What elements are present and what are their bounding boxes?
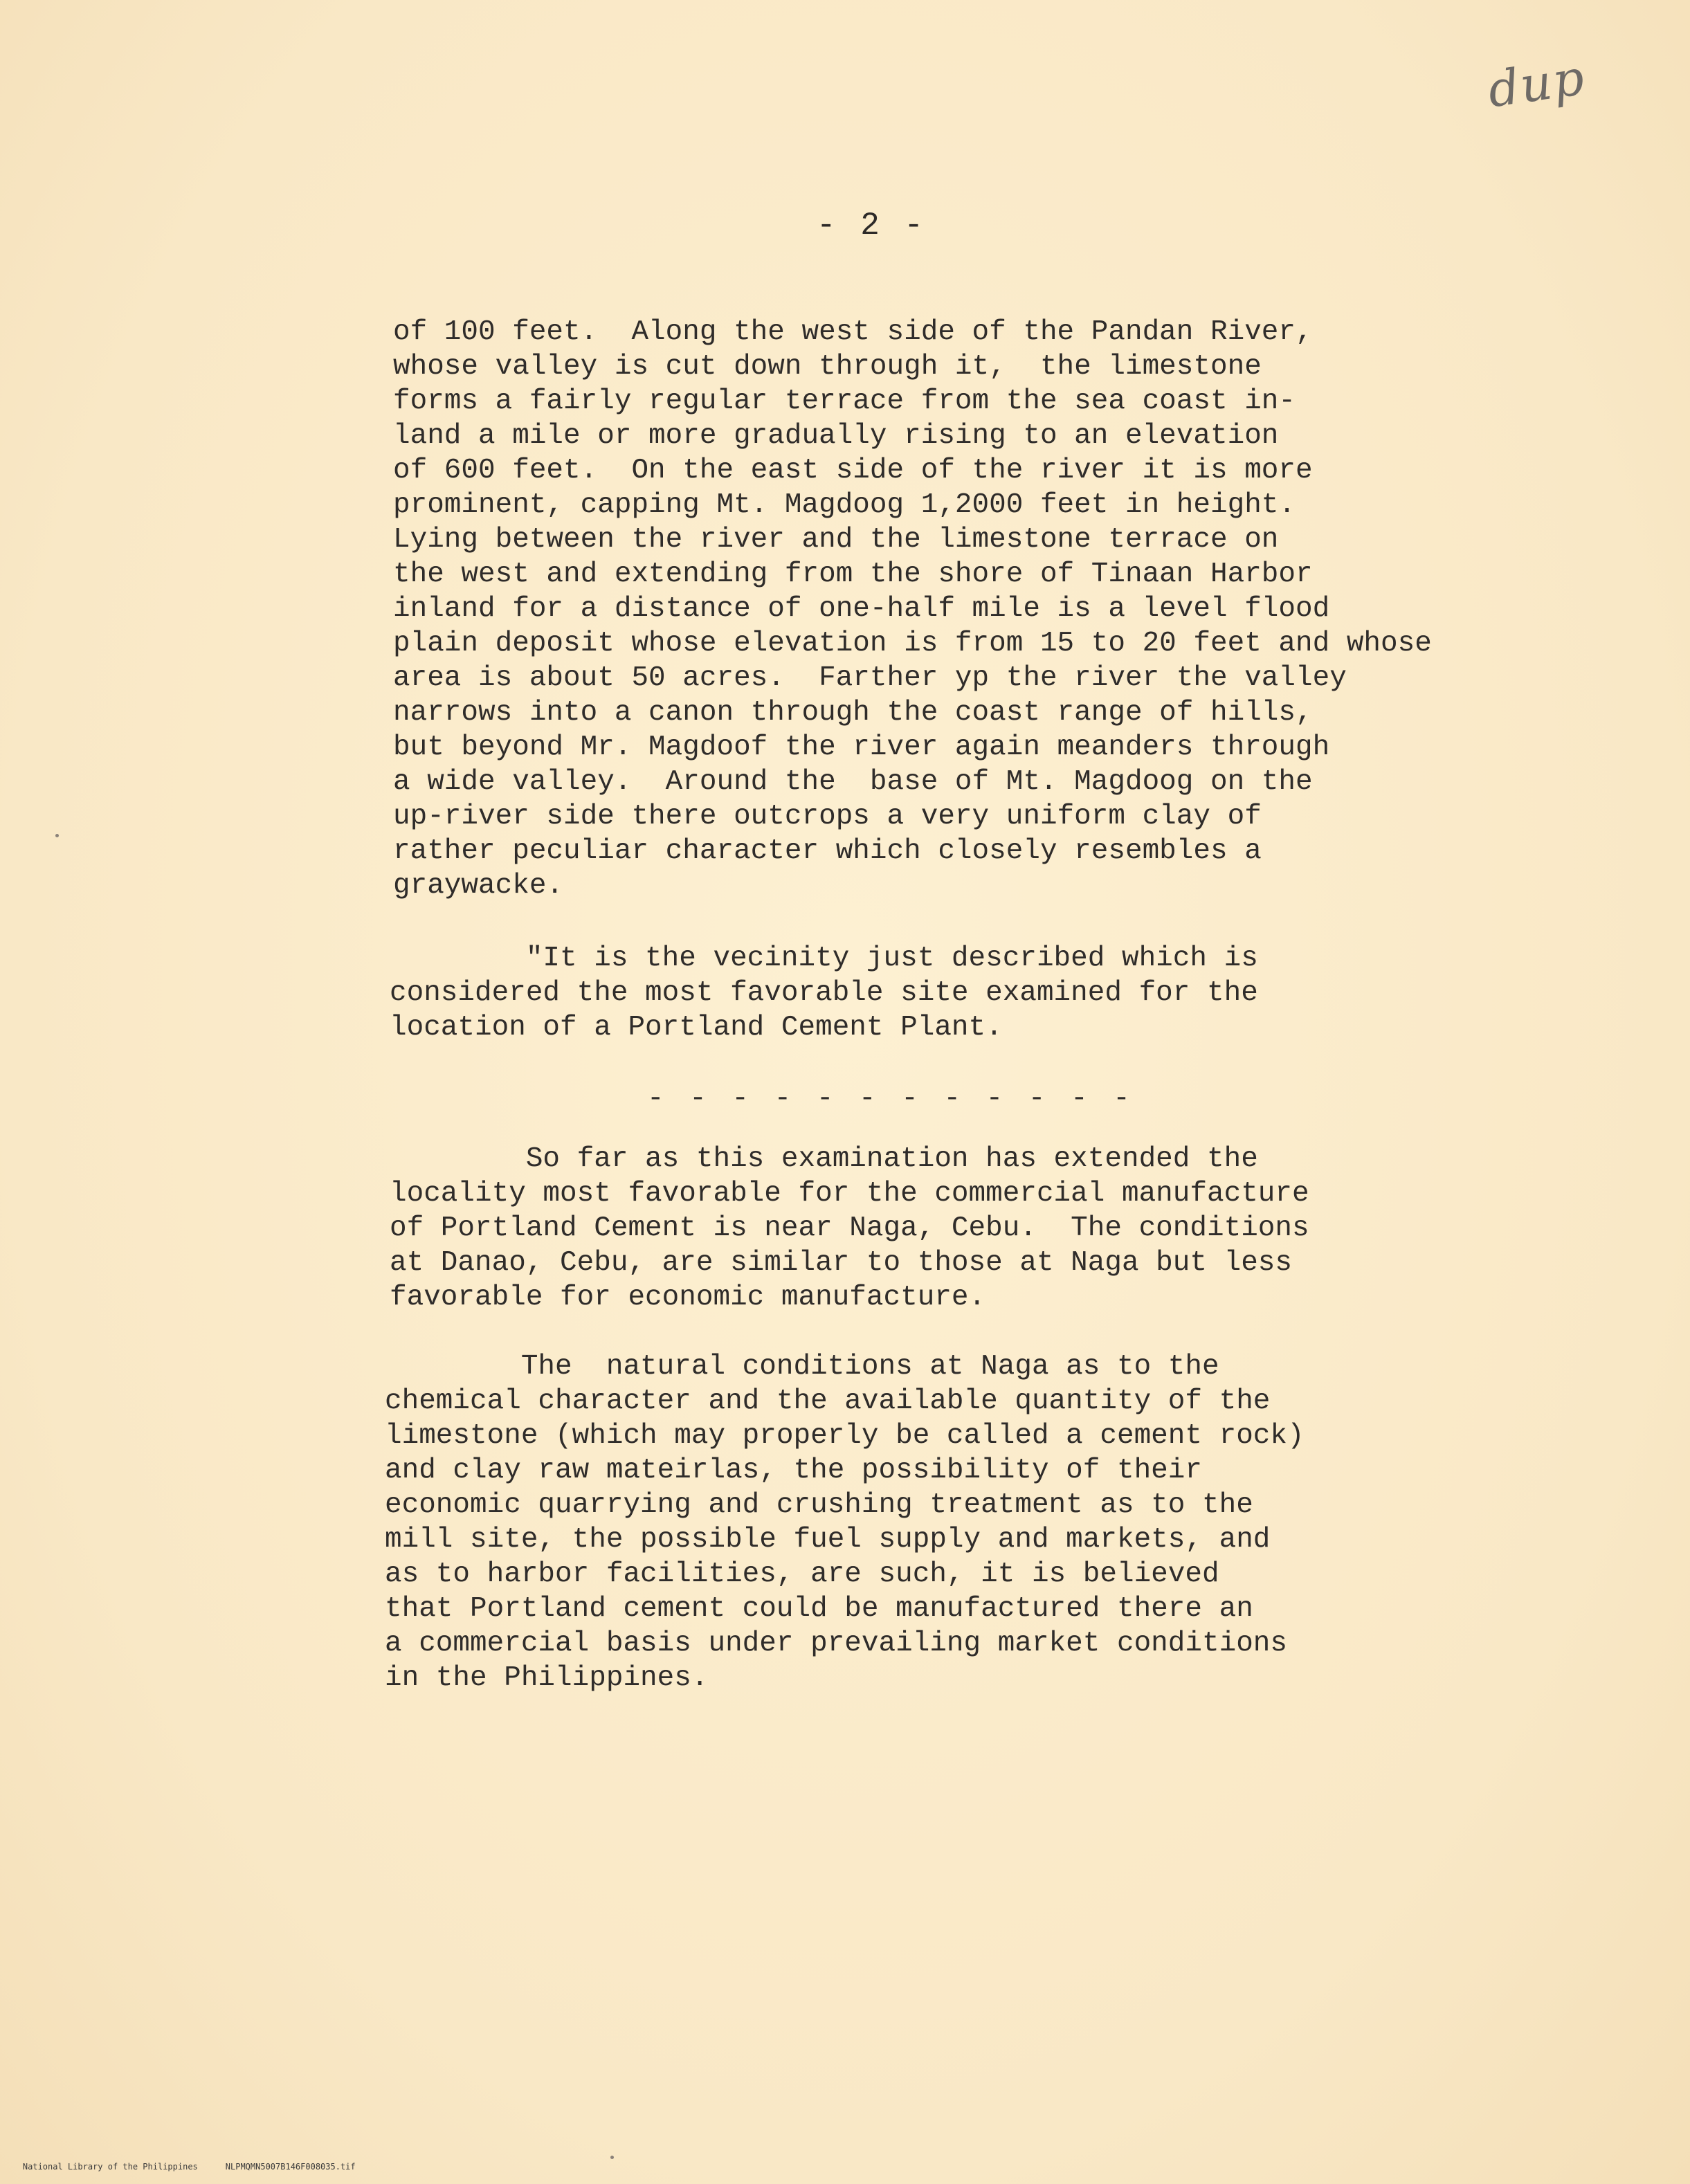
text-line: narrows into a canon through the coast range of hills, — [393, 697, 1313, 729]
text-line: of Portland Cement is near Naga, Cebu. The conditions — [390, 1212, 1309, 1244]
text-line: limestone (which may properly be called a cement rock) — [385, 1420, 1305, 1452]
footer-institution: National Library of the Philippines — [22, 2162, 198, 2172]
text-line: but beyond Mr. Magdoof the river again meanders through — [393, 731, 1330, 763]
footer-file: NLPMQMN5007B146F008035.tif — [225, 2162, 356, 2172]
text-line: prominent, capping Mt. Magdoog 1,2000 feet in height. — [393, 489, 1296, 521]
text-line: up-river side there outcrops a very uniform clay of — [393, 801, 1262, 832]
text-line: of 600 feet. On the east side of the river it is more — [393, 455, 1313, 486]
paper-speck — [610, 2156, 614, 2159]
separator-dashes: - - - - - - - - - - - - — [647, 1083, 1134, 1115]
text-line: of 100 feet. Along the west side of the Pandan River, — [393, 316, 1313, 348]
text-line: The natural conditions at Naga as to the — [385, 1351, 1219, 1383]
text-line: "It is the vecinity just described which is — [390, 943, 1258, 974]
text-line: and clay raw mateirlas, the possibility of their — [385, 1455, 1202, 1486]
text-line: area is about 50 acres. Farther yp the river the valley — [393, 662, 1347, 694]
archive-footer — [3, 2152, 383, 2181]
text-line: favorable for economic manufacture. — [390, 1282, 986, 1313]
text-line: rather peculiar character which closely resembles a — [393, 835, 1262, 867]
text-line: plain deposit whose elevation is from 15 to 20 feet and whose — [393, 628, 1432, 659]
text-line: Lying between the river and the limestone terrace on — [393, 524, 1279, 556]
page-number: - 2 - — [817, 208, 927, 244]
text-line: considered the most favorable site examined for the — [390, 977, 1258, 1009]
text-line: whose valley is cut down through it, the limestone — [393, 351, 1262, 383]
text-line: at Danao, Cebu, are similar to those at Naga but less — [390, 1247, 1293, 1279]
text-line: that Portland cement could be manufactured there an — [385, 1593, 1253, 1625]
handwritten-annotation: dup — [1484, 48, 1589, 119]
text-line: a commercial basis under prevailing market conditions — [385, 1628, 1288, 1659]
text-line: chemical character and the available quantity of the — [385, 1385, 1271, 1417]
text-line: graywacke. — [393, 870, 564, 902]
text-line: as to harbor facilities, are such, it is believed — [385, 1558, 1219, 1590]
text-line: a wide valley. Around the base of Mt. Magdoog on the — [393, 766, 1313, 798]
text-line: location of a Portland Cement Plant. — [390, 1012, 1003, 1044]
text-line: the west and extending from the shore of Tinaan Harbor — [393, 558, 1313, 590]
text-line: forms a fairly regular terrace from the sea coast in- — [393, 385, 1296, 417]
text-line: So far as this examination has extended the — [390, 1143, 1258, 1175]
text-line: inland for a distance of one-half mile is a level flood — [393, 593, 1330, 625]
text-line: land a mile or more gradually rising to an elevation — [393, 420, 1279, 452]
text-line: mill site, the possible fuel supply and markets, and — [385, 1524, 1271, 1556]
text-line: locality most favorable for the commercial manufacture — [390, 1178, 1309, 1210]
paper-speck — [55, 834, 59, 837]
text-line: economic quarrying and crushing treatment as to the — [385, 1489, 1253, 1521]
text-line: in the Philippines. — [385, 1662, 709, 1694]
